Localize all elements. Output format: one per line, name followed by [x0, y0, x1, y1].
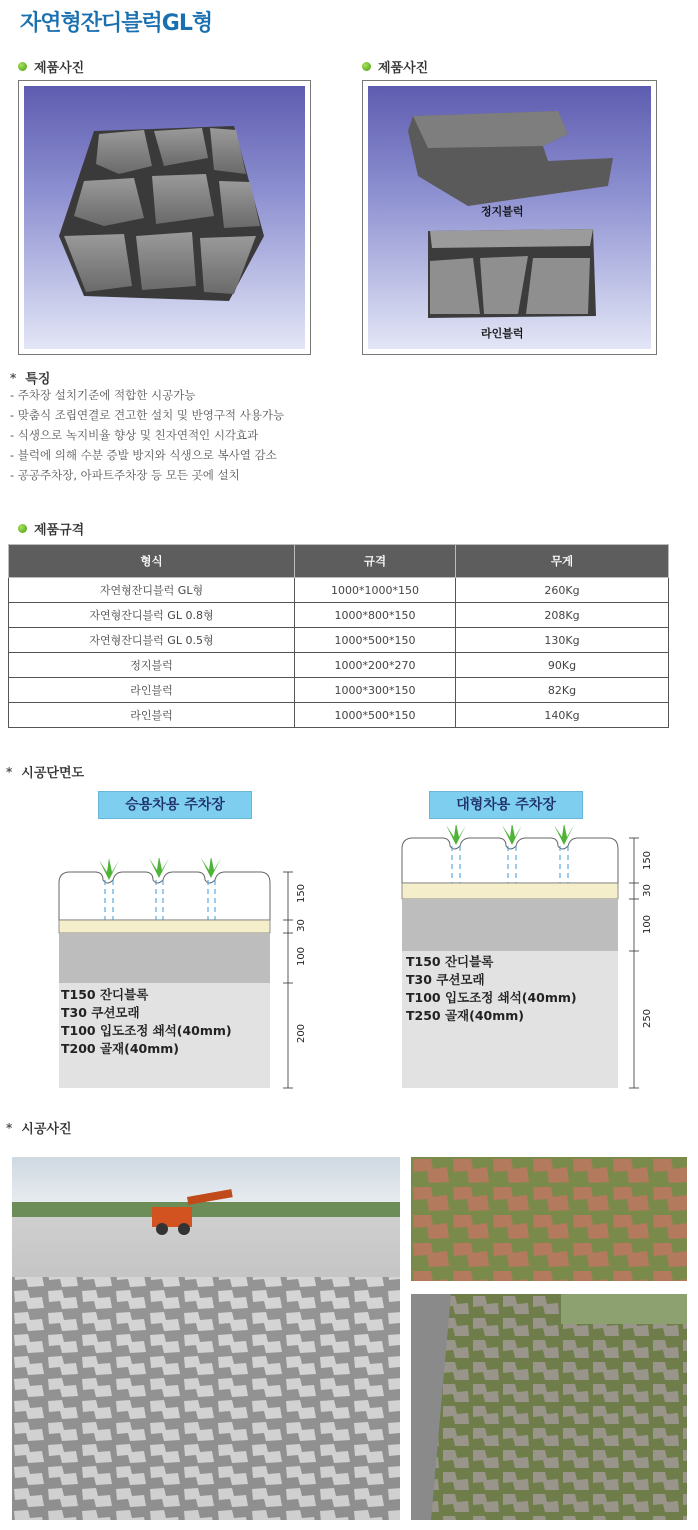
star-icon: * — [10, 370, 17, 385]
cell: 라인블럭 — [9, 703, 295, 728]
star-icon: * — [6, 1120, 13, 1135]
cell: 82Kg — [456, 678, 669, 703]
cross-section-heading-label: 시공단면도 — [21, 766, 85, 781]
cell: 130Kg — [456, 628, 669, 653]
cell: 자연형잔디블럭 GL 0.8형 — [9, 603, 295, 628]
product-photo-2 — [362, 80, 657, 355]
construction-photo-top-right — [411, 1157, 687, 1281]
layer-label: T30 쿠션모래 — [61, 1005, 140, 1020]
star-icon: * — [6, 764, 13, 779]
large-diagram — [400, 825, 655, 1090]
dim-100: 100 — [296, 946, 308, 967]
cell: 1000*1000*150 — [295, 578, 456, 603]
dim-150: 150 — [296, 883, 308, 904]
bullet-icon — [362, 62, 371, 71]
table-row — [9, 653, 669, 678]
passenger-diagram — [55, 858, 308, 1090]
layer-label: T250 골재(40mm) — [406, 1008, 524, 1023]
col-type: 형식 — [9, 545, 295, 578]
photo-heading-1 — [18, 57, 84, 76]
bullet-icon — [18, 524, 27, 533]
cell: 자연형잔디블럭 GL형 — [9, 578, 295, 603]
parking-lot-photo — [411, 1294, 687, 1520]
photo-heading-1-label: 제품사진 — [34, 61, 85, 76]
feature-item: - 맞춤식 조립연결로 견고한 설치 및 반영구적 사용가능 — [10, 408, 285, 422]
feature-item: - 주차장 설치기준에 적합한 시공가능 — [10, 388, 196, 402]
cross-section-heading — [6, 762, 84, 781]
dim-30: 30 — [295, 919, 307, 932]
cell: 1000*800*150 — [295, 603, 456, 628]
layer-label: T100 입도조정 쇄석(40mm) — [61, 1023, 232, 1038]
layer-label: T150 잔디블록 — [406, 954, 494, 969]
table-row — [9, 578, 669, 603]
passenger-layer-list — [61, 986, 232, 1058]
grass-paving-photo — [411, 1157, 687, 1281]
grass-block-image — [24, 86, 305, 349]
page-title: 자연형잔디블럭GL형 — [20, 11, 213, 36]
bullet-icon — [18, 62, 27, 71]
cell: 1000*200*270 — [295, 653, 456, 678]
construction-heading — [6, 1118, 72, 1137]
table-row — [9, 628, 669, 653]
cell: 260Kg — [456, 578, 669, 603]
photo-heading-2-label: 제품사진 — [378, 61, 429, 76]
cell: 90Kg — [456, 653, 669, 678]
layer-label: T100 입도조정 쇄석(40mm) — [406, 990, 577, 1005]
layer-label: T30 쿠션모래 — [406, 972, 485, 987]
features-heading-label: 특징 — [25, 372, 51, 387]
dim-200: 200 — [296, 1023, 308, 1044]
cell: 자연형잔디블럭 GL 0.5형 — [9, 628, 295, 653]
spec-heading-label: 제품규격 — [34, 523, 85, 538]
feature-item: - 블럭에 의해 수분 증발 방지와 식생으로 복사열 감소 — [10, 448, 277, 462]
cell: 208Kg — [456, 603, 669, 628]
col-size: 규격 — [295, 545, 456, 578]
dim-150: 150 — [642, 850, 654, 871]
spec-table — [8, 544, 669, 728]
cell: 1000*300*150 — [295, 678, 456, 703]
construction-heading-label: 시공사진 — [21, 1122, 72, 1137]
photo-heading-2 — [362, 57, 428, 76]
cell: 라인블럭 — [9, 678, 295, 703]
cell: 1000*500*150 — [295, 703, 456, 728]
dim-100: 100 — [642, 914, 654, 935]
table-row — [9, 703, 669, 728]
large-layer-list — [406, 953, 577, 1025]
cell: 정지블럭 — [9, 653, 295, 678]
table-row — [9, 603, 669, 628]
table-row — [9, 678, 669, 703]
caption-curb-block: 정지블럭 — [481, 205, 524, 218]
feature-item: - 공공주차장, 아파트주차장 등 모든 곳에 설치 — [10, 468, 240, 482]
caption-line-block: 라인블럭 — [481, 327, 524, 340]
large-parking-title: 대형차용 주차장 — [429, 791, 583, 819]
site-photo-image — [12, 1157, 400, 1520]
features-list — [10, 385, 284, 485]
layer-label: T150 잔디블록 — [61, 987, 149, 1002]
construction-photo-main — [12, 1157, 400, 1520]
layer-label: T200 골재(40mm) — [61, 1041, 179, 1056]
spec-table-wrap — [8, 544, 669, 728]
product-photo-1 — [18, 80, 311, 355]
dim-250: 250 — [642, 1008, 654, 1029]
cell: 1000*500*150 — [295, 628, 456, 653]
passenger-parking-title: 승용차용 주차장 — [98, 791, 252, 819]
feature-item: - 식생으로 녹지비율 향상 및 친자연적인 시각효과 — [10, 428, 259, 442]
dim-30: 30 — [641, 884, 653, 897]
spec-heading — [18, 519, 84, 538]
construction-photo-bottom-right — [411, 1294, 687, 1520]
cell: 140Kg — [456, 703, 669, 728]
col-weight: 무게 — [456, 545, 669, 578]
